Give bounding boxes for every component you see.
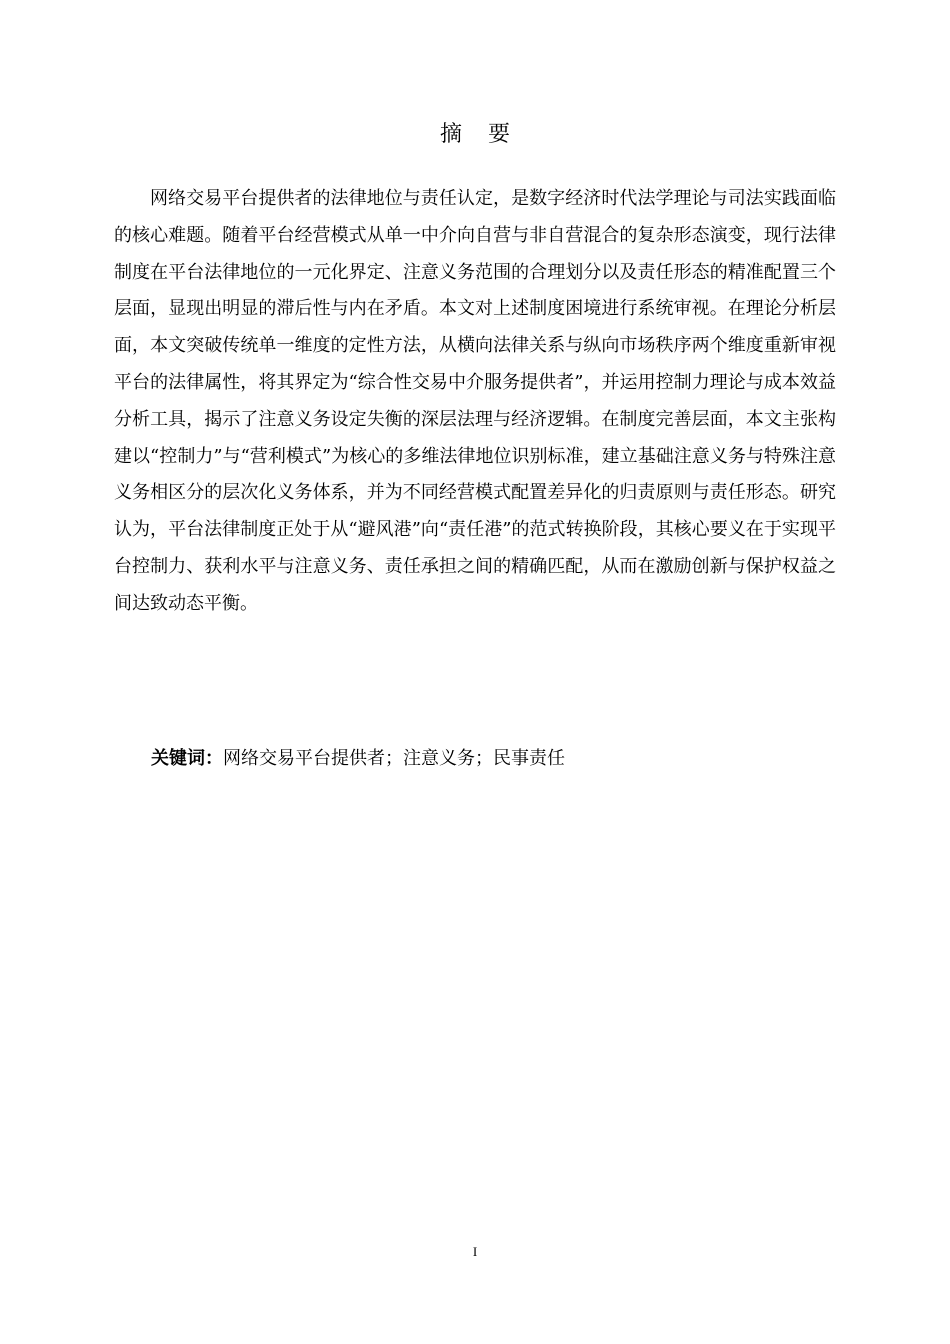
keywords-text: 网络交易平台提供者；注意义务；民事责任: [223, 748, 565, 769]
keywords-line: [151, 741, 841, 777]
abstract-paragraph: 网络交易平台提供者的法律地位与责任认定，是数字经济时代法学理论与司法实践面临的核心难题。随着平台经营模式从单一中介向自营与非自营混合的复杂形态演变，现行法律制度在平台法律地位的一元化界定、注意义务范围的合理划分以及责任形态的精准配置三个层面，显现出明显的滞后性与内在矛盾。本文对上述制度困境进行系统审视。在理论分析层面，本文突破传统单一维度的定性方法，从横向法律关系与纵向市场秩序两个维度重新审视平台的法律属性，将其界定为“综合性交易中介服务提供者”，并运用控制力理论与成本效益分析工具，揭示了注意义务设定失衡的深层法理与经济逻辑。在制度完善层面，本文主张构建以“控制力”与“营利模式”为核心的多维法律地位识别标准，建立基础注意义务与特殊注意义务相区分的层次化义务体系，并为不同经营模式配置差异化的归责原则与责任形态。研究认为，平台法律制度正处于从“避风港”向“责任港”的范式转换阶段，其核心要义在于实现平台控制力、获利水平与注意义务、责任承担之间的精确匹配，从而在激励创新与保护权益之间达致动态平衡。: [114, 188, 836, 614]
keywords-label: 关键词：: [151, 748, 223, 769]
page-number: I: [472, 1244, 478, 1259]
page-title: 摘要: [439, 122, 536, 147]
